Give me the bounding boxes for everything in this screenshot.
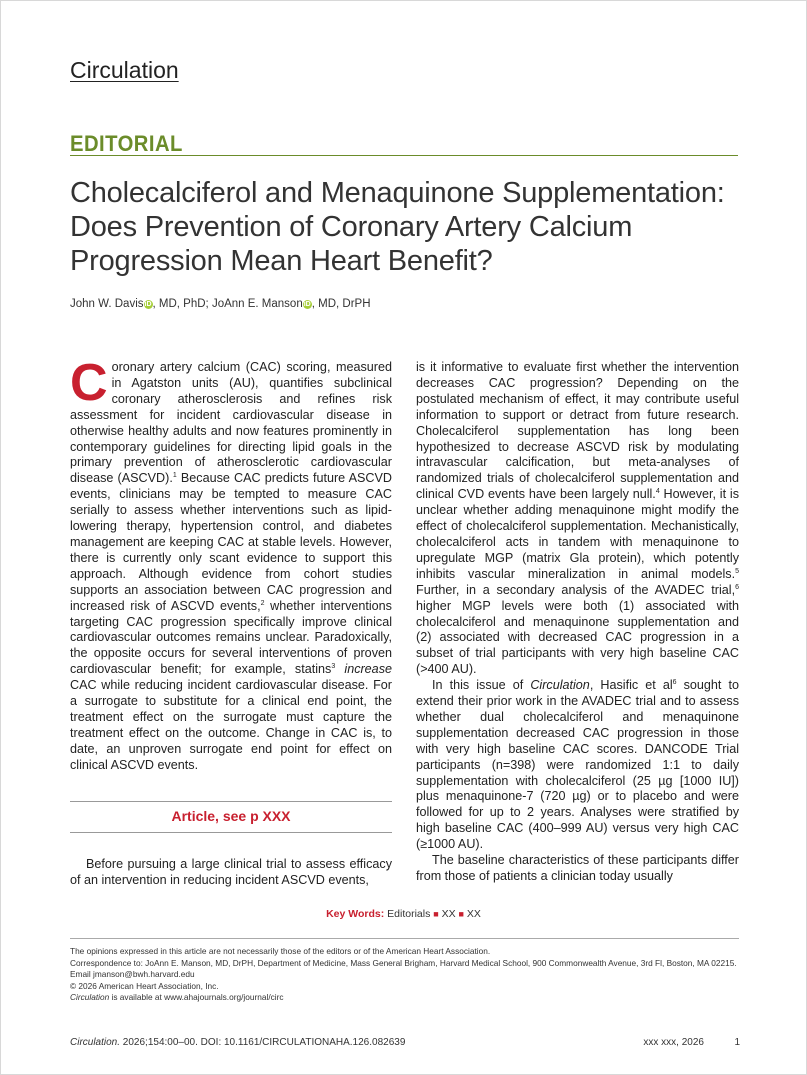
body-column-left [70,354,393,774]
reference-link[interactable]: 5 [735,567,739,575]
body-text: Further, in a secondary analysis of the AVADEC trial, [416,582,736,597]
key-words-label: Key Words: [326,908,385,920]
journal-name-italic: Circulation [70,992,110,1003]
copyright-note: © 2026 American Heart Association, Inc. [70,980,219,991]
body-paragraph [70,354,393,774]
correspondence-note: Correspondence to: JoAnn E. Manson, MD, DrPH, Department of Medicine, Mass General Brigham, Harvard Medical School, 900 Commonwealth Avenue, 3rd Fl, Boston, MA 02215. Email jmanson@bwh.harvard.edu [70,957,737,980]
reference-link[interactable]: 3 [331,663,336,671]
body-text: CAC while reducing incident cardiovascular disease. For a surrogate to substitute for a clinical end point, the treatment effect on the surrogate must capture the treatment effect on the outcome. Change in CAC is, to date, an unproven surrogate end point for effect on clinical ASCVD events. [70,678,392,772]
reference-link[interactable]: 6 [672,678,677,686]
page-footer [70,1037,740,1048]
body-text: In this issue of [432,678,531,693]
article-title: Cholecalciferol and Menaquinone Supplementation: Does Prevention of Coronary Artery Calcium Progression Mean Heart Benefit? [70,177,725,277]
orcid-icon[interactable]: iD [303,301,311,308]
body-text: However, it is unclear whether adding menaquinone might modify the effect of cholecalciferol supplementation. Mechanistically, cholecalciferol acts in tandem with menaquinone to upregulate MGP (matrix Gla protein), which potently inhibits vascular mineralization in animal models. [416,487,739,581]
footnotes [70,946,750,1004]
issue-date: xxx xxx, 2026 [643,1037,704,1048]
body-text: higher MGP levels were both (1) associated with cholecalciferol and menaquinone supplementation and (2) associated with decreased CAC progression in a subset of trial participants with very high baseline CAC (>400 AU). [416,598,739,677]
body-paragraph: Before pursuing a large clinical trial to assess efficacy of an intervention in reducing incident ASCVD events, [70,857,392,887]
author-name[interactable]: JoAnn E. Manson [211,298,303,310]
reference-link[interactable]: 2 [260,599,265,607]
section-divider [70,155,738,156]
body-text: , Hasific et al [589,678,673,693]
author-name[interactable]: John W. Davis [70,298,144,310]
body-text: oronary artery calcium (CAC) scoring, measured in Agatston units (AU), quantifies subclinical coronary atherosclerosis and refines risk assessment for incident cardiovascular disease in otherwise healthy adults and now features prominently in contemporary guidelines for directing lipid goals in the primary prevention of atherosclerotic cardiovascular disease (ASCVD). [70,360,392,486]
body-paragraph [416,360,739,678]
drop-cap: C [70,354,108,412]
body-text: whether interventions targeting CAC progression specifically improve clinical cardiovascular outcomes remains unclear. Paradoxically, the opposite occurs for several interventions of proven cardiovascular benefit; for example, statins [70,598,392,677]
orcid-icon[interactable]: iD [144,301,152,308]
citation-journal: Circulation. [70,1037,121,1048]
author-list [70,298,371,310]
body-column-right [416,360,739,885]
reference-link[interactable]: 4 [655,488,660,496]
author-degrees: , MD, DrPH [311,298,371,310]
citation [70,1037,405,1048]
body-paragraph [416,678,739,853]
keyword[interactable]: Editorials [387,908,431,920]
journal-name[interactable]: Circulation [70,57,179,83]
citation-details: 2026;154:00–00. DOI: 10.1161/CIRCULATIONAHA.126.082639 [120,1037,406,1048]
body-paragraph: The baseline characteristics of these participants differ from those of patients a clinician today usually [416,853,739,883]
reference-link[interactable]: 6 [735,583,739,591]
body-column-left-continued [70,857,392,889]
page-number: 1 [734,1037,740,1048]
author-degrees: , MD, PhD; [152,298,212,310]
section-label: EDITORIAL [70,131,183,156]
body-text: sought to extend their prior work in the AVADEC trial and to assess whether dual cholecalciferol and menaquinone supplementation decreased CAC progression in those with very high baseline CAC scores. DANCODE Trial participants (n=398) were randomized 1:1 to daily supplementation with cholecalciferol (25 µg [1000 IU]) plus menaquinone-7 (720 µg) or to placebo and were followed for up to 2 years. Analyses were stratified by high baseline CAC (400–999 AU) versus very high CAC (≥1000 AU). [416,678,739,852]
emphasis-text: increase [344,662,392,677]
disclaimer-note: The opinions expressed in this article are not necessarily those of the editors or of the American Heart Association. [70,946,491,956]
body-text: is it informative to evaluate first whether the intervention decreases CAC progression? Depending on the postulated mechanism of effect, it may contribute useful information to support or detract from future research. Cholecalciferol supplementation has long been hypothesized to decrease ASCVD risk by modulating intravascular calcification, but meta-analyses of randomized trials of cholecalciferol supplementation and clinical CVD events have been largely null. [416,360,739,502]
separator-square-icon: ■ [433,909,439,919]
reference-link[interactable]: 1 [172,472,177,480]
separator-square-icon: ■ [458,909,464,919]
availability-text: is available at www.ahajournals.org/journal/circ [109,992,284,1003]
key-words [0,908,807,920]
keyword[interactable]: XX [466,908,481,920]
body-text: Because CAC predicts future ASCVD events, clinicians may be tempted to measure CAC serially to assess whether interventions such as lipid-lowering therapy, hypertension control, and diabetes management are keeping CAC at stable levels. However, there is currently only scant evidence to support this approach. Although evidence from cohort studies supports an association between CAC progression and increased risk of ASCVD events, [70,471,393,613]
footnote-divider [70,938,739,939]
keyword[interactable]: XX [441,908,456,920]
emphasis-text: Circulation [530,678,590,693]
related-article-link[interactable]: Article, see p XXX [70,801,392,833]
availability-note [70,992,750,1004]
